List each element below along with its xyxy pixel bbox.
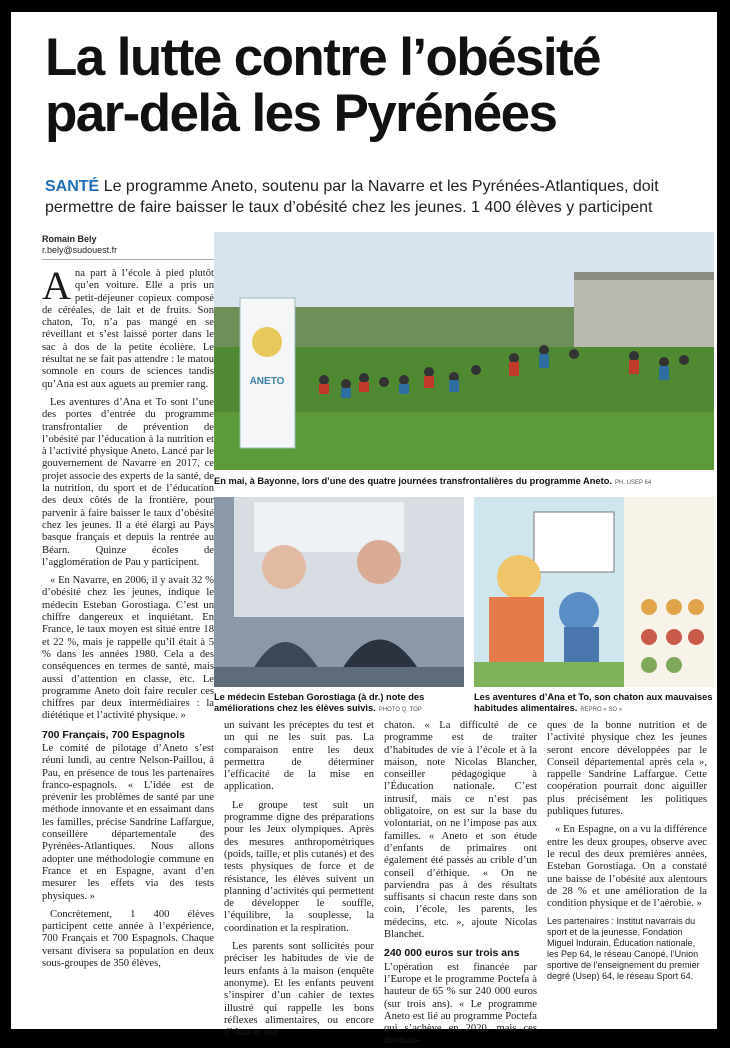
banner-label: ANETO [249, 376, 285, 387]
paragraph: Le comité de pilotage d’Aneto s’est réuni lundi, au centre Nelson-Paillou, à Pau, en présence de tous les partenaires franco-espagnols. « L’idée est de prévenir les problèmes de santé par une méthode innovante et en essaimant dans les familles, précise Sandrine Laffargue, conseillère départementale des Pyrénées-Atlantiques. Nous allons adopter une méthodologie commune en France et en Espagne, avant d’en mesurer les effets via des tests physiques. » [42, 742, 214, 902]
paragraph: Les parents sont sollicités pour préciser les habitudes de vie de leurs enfants à la maison (enquête anonyme). Et les enfants peuvent s’inspirer d’un cahier de textes illustré qui rappelle les bons réflexes alimentaires, ou encore d’Ana et son [224, 941, 374, 1039]
main-photo [214, 232, 714, 470]
book-photo-caption [474, 692, 714, 716]
author-email[interactable]: r.bely@sudouest.fr [42, 245, 118, 255]
right-caption-credit: REPRO « SO » [580, 707, 623, 713]
press-conference-photo [214, 497, 464, 687]
subhead: 240 000 euros sur trois ans [384, 947, 520, 960]
main-caption-text: En mai, à Bayonne, lors d’une des quatre journées transfrontalières du programme Aneto. [214, 476, 612, 486]
newspaper-page [11, 12, 717, 1047]
drop-cap: A [42, 263, 71, 308]
main-caption-credit: PH. USEP 64 [614, 480, 652, 486]
paragraph: chaton. « La difficulté de ce programme est de traiter d’habitudes de vie à l’école et à la maison, note Nicolas Blancher, conseiller pédagogique à l’Éducation nationale. C’est intrusif, mais ce n’est pas obligatoire, on est sur la base du volontariat, on ne l’impose pas aux familles. « Aneto et son étude d’enfants de primaires ont également été passés au crible d’un conseil d’éthique. « On ne parviendra pas à des résultats suffisants si chacun reste dans son coin, l’école, les parents, les médecins, etc. », ajoute Nicolas Blanchet. [384, 720, 537, 941]
paragraph: Les aventures d’Ana et To sont l’une des portes d’entrée du programme transfrontalier de prévention de l’obésité par l’éducation à la nutrition et à l’activité physique Aneto. Lancé par le gouvernement de Navarre en 2017, ce projet associe des experts de la santé, de la nutrition, du sport et de l’éducation des deux côtés de la frontière, pour parvenir à faire baisser le taux d’obésité chez les jeunes. Il a été élargi au Pays basque français et depuis la rentrée au Béarn. Quinze écoles de l’agglomération de Pau y participent. [42, 396, 214, 568]
paragraph: Le groupe test suit un programme digne des préparations pour les Jeux olympiques. Après des mesures anthropométriques (poids, taille, et plis cutanés) et des tests physiques de force et de résistance, les élèves suivent un planning d’activités qui permettent de développer le souffle, l’équilibre, la souplesse, la coordination et la respiration. [224, 799, 374, 934]
deck-text: Le programme Aneto, soutenu par la Navarre et les Pyrénées-Atlantiques, doit permettre de faire baisser le taux d’obésité chez les jeunes. 1 400 élèves y participent [45, 178, 659, 216]
paragraph: L’opération est financée par l’Europe et le programme Poctefa à hauteur de 65 % sur 240 000 euros (sur trois ans). « Le programme Aneto est lié au programme Poctefa qui s’achève en 2020, mais ces thémati- [384, 961, 537, 1047]
school-field-photo [214, 232, 714, 470]
left-caption-credit: PHOTO Q. TOP [378, 707, 422, 713]
main-photo-caption [214, 476, 714, 489]
subhead: 700 Français, 700 Espagnols [42, 728, 185, 741]
lead-paragraph [42, 263, 214, 391]
right-caption-text: Les aventures d’Ana et To, son chaton aux mauvaises habitudes alimentaires. [474, 692, 713, 713]
paragraph: un suivant les préceptes du test et un qui ne les suit pas. La comparaison entre les deux permettra de déterminer l’efficacité de la mise en application. [224, 720, 374, 793]
headline: La lutte contre l’obésité par-delà les Pyrénées [45, 28, 600, 143]
paragraph: ques de la bonne nutrition et de l’activité physique chez les jeunes seront encore développées par le Conseil départemental après cela », rappelle Sandrine Laffargue. Cette coopération pourrait donc aiguiller plus précisément les politiques publiques futures. [547, 720, 707, 818]
lead-text: na part à l’école à pied plutôt qu’en voiture. Elle a pris un petit-déjeuner copieux composé de céréales, de lait et de fruits. Son chaton, To, n’a pas mangé en se réveillant et s’est laissé porter dans le sac à dos de la petite écolière. Le résultat ne se fait pas attendre : le matou somnole en cours de sciences tandis qu’Ana est aux aguets au premier rang. [42, 268, 214, 390]
article-column-1 [42, 263, 214, 1018]
doctor-photo-caption [214, 692, 464, 716]
partners-list: Les partenaires : Institut navarrais du sport et de la jeunesse, Fondation Miguel Indurain, Éducation nationale, les Pep 64, le réseau Canopé, l’Union sportive de l’enseignement du premier degré (Usep) 64, le réseau Sport 64. [547, 916, 700, 982]
article-column-4 [547, 720, 707, 1020]
paragraph: « En Espagne, on a vu la différence entre les deux groupes, observe avec le recul des deux premières années, Esteban Gorostiaga. On a constaté une baisse de l’obésité aux alentours de 28 % et une amélioration de la condition physique et de l’aérobie. » [547, 824, 707, 910]
article-column-3 [384, 720, 537, 1047]
deck [45, 176, 710, 218]
left-caption-text: Le médecin Esteban Gorostiaga (à dr.) note des améliorations chez les élèves suivis. [214, 692, 425, 713]
section-kicker: SANTÉ [45, 178, 100, 195]
paragraph: « En Navarre, en 2006, il y avait 32 % d’obésité chez les jeunes, indique le médecin Esteban Gorostiaga. C’est un chiffre dangereux et inquiétant. En France, le taux moyen est situé entre 18 et 22 %, mais je rappelle qu’il était à 5 % dans les années 1980. Cela a des conséquences en termes de santé, mais aussi d’attention en classe, etc. Le programme Aneto doit faire reculer ces chiffres par deux intermédiaires : la diététique et l’activité physique. » [42, 575, 214, 722]
book-photo [474, 497, 714, 687]
paragraph: Concrètement, 1 400 élèves participent cette année à l’expérience, 700 Français et 700 Espagnols. Chaque versant divisera sa population en deux sous-groupes de 350 élèves, [42, 908, 214, 970]
article-column-2 [224, 720, 374, 1039]
byline-rule [42, 259, 214, 260]
illustrated-book-photo [474, 497, 714, 687]
author-name: Romain Bely [42, 234, 97, 244]
byline [42, 234, 214, 260]
doctor-photo [214, 497, 464, 687]
